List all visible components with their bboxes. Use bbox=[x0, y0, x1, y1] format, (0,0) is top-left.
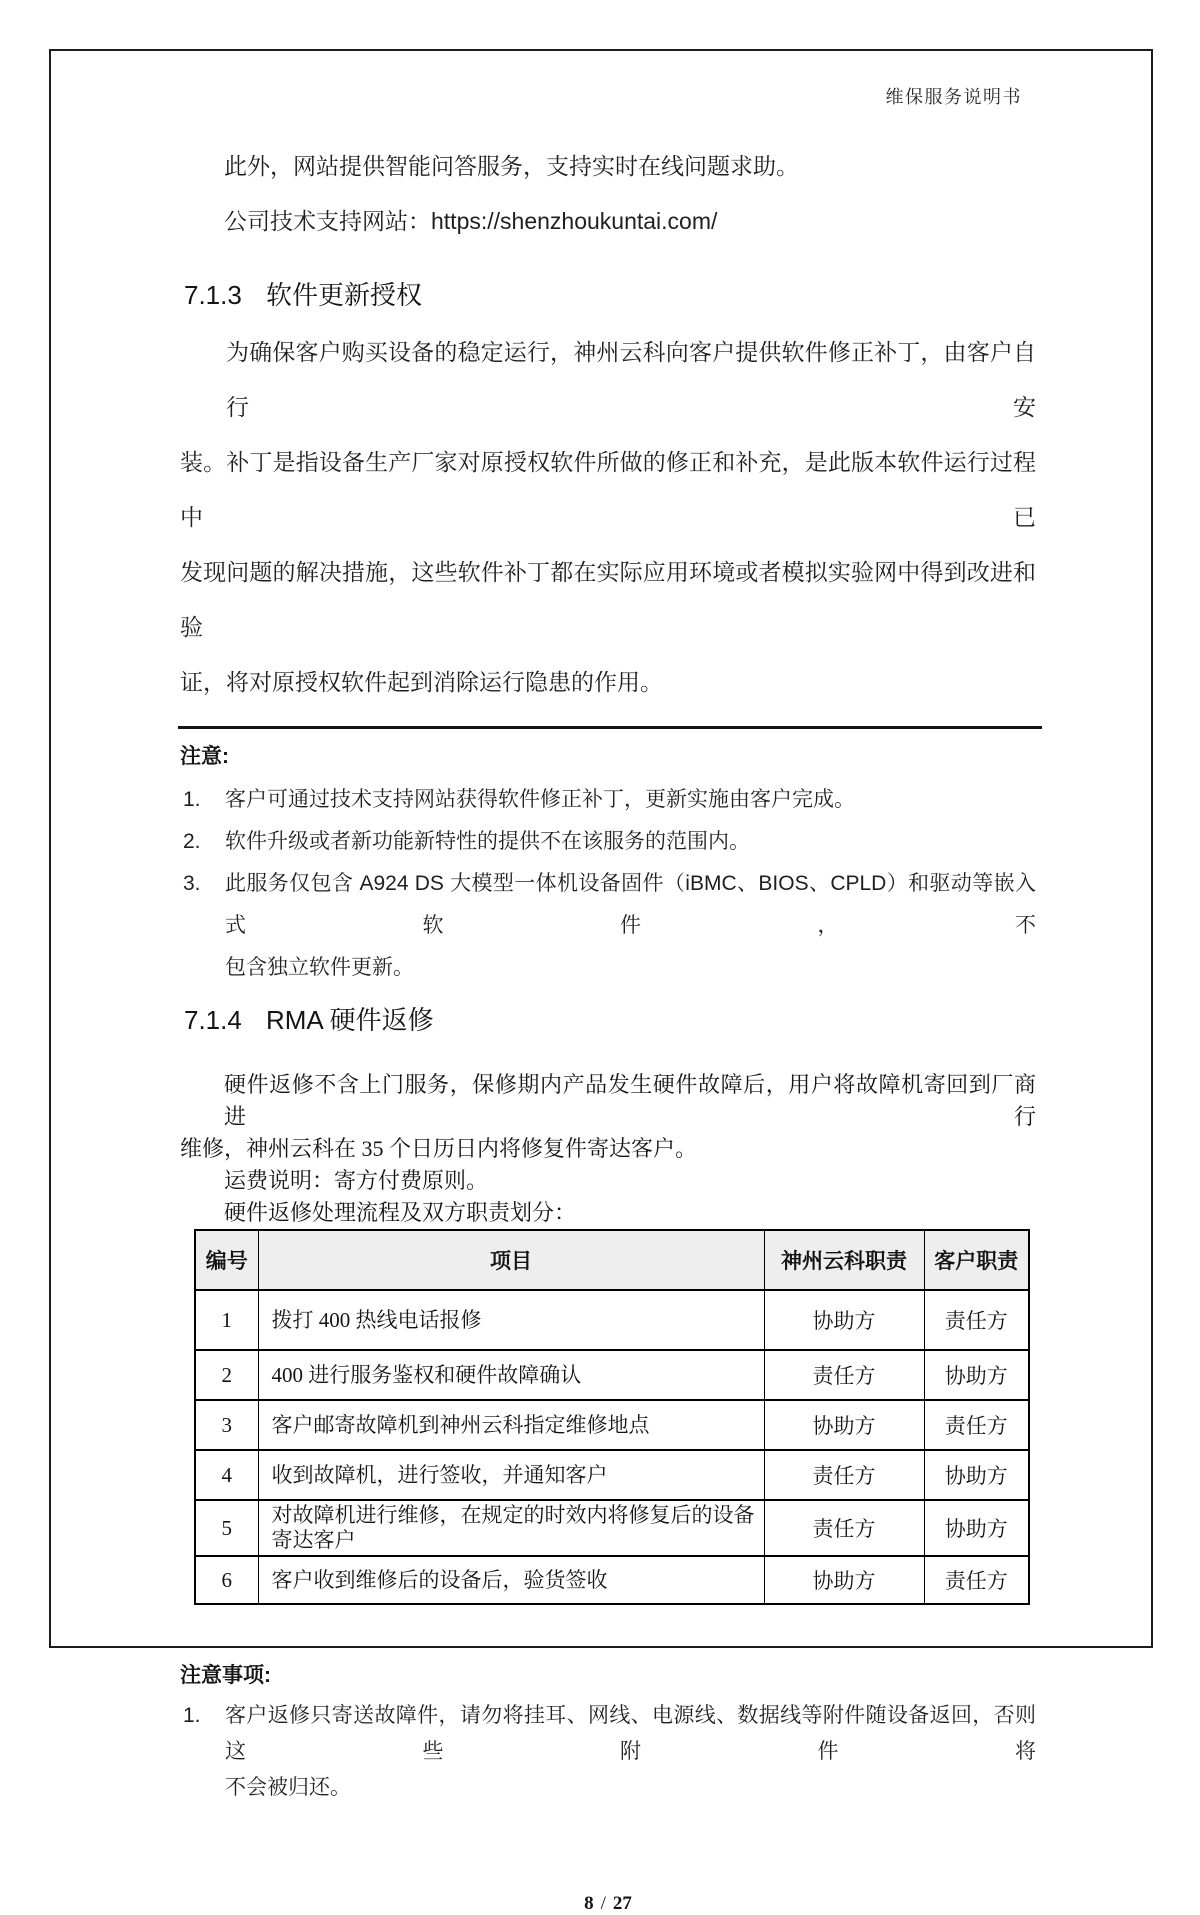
list-item bbox=[180, 821, 1036, 863]
notice-label: 注意事项: bbox=[180, 1664, 271, 1687]
table-cell-customer: 协助方 bbox=[924, 1350, 1029, 1400]
section-713-title: 软件更新授权 bbox=[266, 280, 423, 310]
table-cell-no: 4 bbox=[195, 1450, 258, 1500]
table-cell-item: 客户邮寄故障机到神州云科指定维修地点 bbox=[258, 1400, 764, 1450]
paragraph-line: 运费说明：寄方付费原则。 bbox=[224, 1168, 489, 1193]
section-713-number: 7.1.3 bbox=[184, 280, 242, 310]
page-footer bbox=[180, 1893, 1036, 1915]
table-cell-item: 客户收到维修后的设备后，验货签收 bbox=[258, 1556, 764, 1604]
table-cell-vendor: 责任方 bbox=[764, 1500, 924, 1556]
list-item-text: 客户返修只寄送故障件，请勿将挂耳、网线、电源线、数据线等附件随设备返回，否则这些附件将 bbox=[225, 1704, 1036, 1763]
table-cell-no: 2 bbox=[195, 1350, 258, 1400]
list-item-number: 2. bbox=[183, 830, 201, 853]
table-cell-item: 拨打 400 热线电话报修 bbox=[258, 1290, 764, 1350]
table-row bbox=[195, 1350, 1029, 1400]
list-item bbox=[180, 779, 1036, 821]
table-row bbox=[195, 1290, 1029, 1350]
paragraph-line: 维修，神州云科在 35 个日历日内将修复件寄达客户。 bbox=[180, 1136, 698, 1161]
notes-list bbox=[180, 779, 1036, 989]
table-row bbox=[195, 1556, 1029, 1604]
list-item bbox=[180, 863, 1036, 989]
paragraph-line: 发现问题的解决措施，这些软件补丁都在实际应用环境或者模拟实验网中得到改进和验 bbox=[180, 559, 1036, 640]
table-header-cell: 项目 bbox=[258, 1230, 764, 1290]
notice-list bbox=[180, 1698, 1036, 1806]
table-row bbox=[195, 1450, 1029, 1500]
section-714-heading bbox=[184, 1003, 1036, 1037]
section-713-heading bbox=[184, 278, 1036, 312]
section-713-paragraph bbox=[180, 325, 1036, 710]
paragraph-line: 装。补丁是指设备生产厂家对原授权软件所做的修正和补充，是此版本软件运行过程中已 bbox=[180, 449, 1036, 530]
list-item-text: 不会被归还。 bbox=[225, 1776, 351, 1799]
page-number-separator: / bbox=[600, 1893, 606, 1914]
list-item-text: 软件升级或者新功能新特性的提供不在该服务的范围内。 bbox=[225, 830, 750, 853]
list-item-text: 此服务仅包含 A924 DS 大模型一体机设备固件（iBMC、BIOS、CPLD）和驱动等嵌入式软件，不 bbox=[225, 872, 1036, 937]
rma-process-table bbox=[194, 1229, 1030, 1605]
table-header-cell: 客户职责 bbox=[924, 1230, 1029, 1290]
list-item-number: 1. bbox=[183, 788, 201, 811]
notes-divider-rule bbox=[178, 726, 1042, 729]
list-item-text: 包含独立软件更新。 bbox=[225, 956, 414, 979]
table-cell-customer: 责任方 bbox=[924, 1290, 1029, 1350]
table-cell-customer: 责任方 bbox=[924, 1556, 1029, 1604]
table-cell-customer: 协助方 bbox=[924, 1450, 1029, 1500]
paragraph-line: 证，将对原授权软件起到消除运行隐患的作用。 bbox=[180, 669, 663, 695]
table-cell-vendor: 协助方 bbox=[764, 1556, 924, 1604]
list-item bbox=[180, 1698, 1036, 1806]
table-cell-item: 对故障机进行维修，在规定的时效内将修复后的设备寄达客户 bbox=[258, 1500, 764, 1556]
paragraph-line: 为确保客户购买设备的稳定运行，神州云科向客户提供软件修正补丁，由客户自行安 bbox=[226, 339, 1036, 420]
intro-paragraph-1: 此外，网站提供智能问答服务，支持实时在线问题求助。 bbox=[224, 153, 799, 179]
table-cell-no: 6 bbox=[195, 1556, 258, 1604]
table-row bbox=[195, 1400, 1029, 1450]
page-number: 8 bbox=[584, 1893, 594, 1914]
section-714-title: RMA 硬件返修 bbox=[266, 1005, 434, 1035]
list-item-text: 客户可通过技术支持网站获得软件修正补丁，更新实施由客户完成。 bbox=[225, 788, 855, 811]
table-row bbox=[195, 1500, 1029, 1556]
table-header-cell: 神州云科职责 bbox=[764, 1230, 924, 1290]
document-page bbox=[49, 49, 1153, 1914]
doc-header-title: 维保服务说明书 bbox=[885, 87, 1022, 107]
intro-paragraph-2: 公司技术支持网站：https://shenzhoukuntai.com/ bbox=[224, 208, 718, 234]
table-cell-vendor: 责任方 bbox=[764, 1350, 924, 1400]
table-cell-customer: 责任方 bbox=[924, 1400, 1029, 1450]
table-cell-no: 5 bbox=[195, 1500, 258, 1556]
section-714-number: 7.1.4 bbox=[184, 1005, 242, 1035]
list-item-number: 3. bbox=[183, 872, 201, 895]
table-header-row bbox=[195, 1230, 1029, 1290]
list-item-number: 1. bbox=[183, 1704, 201, 1727]
notes-label: 注意: bbox=[180, 745, 229, 768]
page-content bbox=[51, 86, 1151, 1915]
table-cell-vendor: 协助方 bbox=[764, 1290, 924, 1350]
table-cell-item: 收到故障机，进行签收，并通知客户 bbox=[258, 1450, 764, 1500]
table-header-cell: 编号 bbox=[195, 1230, 258, 1290]
section-714-paragraph bbox=[180, 1069, 1036, 1229]
table-cell-vendor: 协助方 bbox=[764, 1400, 924, 1450]
table-cell-customer: 协助方 bbox=[924, 1500, 1029, 1556]
table-cell-no: 1 bbox=[195, 1290, 258, 1350]
page-total: 27 bbox=[612, 1893, 632, 1914]
table-cell-vendor: 责任方 bbox=[764, 1450, 924, 1500]
table-cell-no: 3 bbox=[195, 1400, 258, 1450]
table-cell-item: 400 进行服务鉴权和硬件故障确认 bbox=[258, 1350, 764, 1400]
paragraph-line: 硬件返修不含上门服务，保修期内产品发生硬件故障后，用户将故障机寄回到厂商进行 bbox=[224, 1072, 1036, 1129]
paragraph-line: 硬件返修处理流程及双方职责划分： bbox=[224, 1200, 577, 1225]
